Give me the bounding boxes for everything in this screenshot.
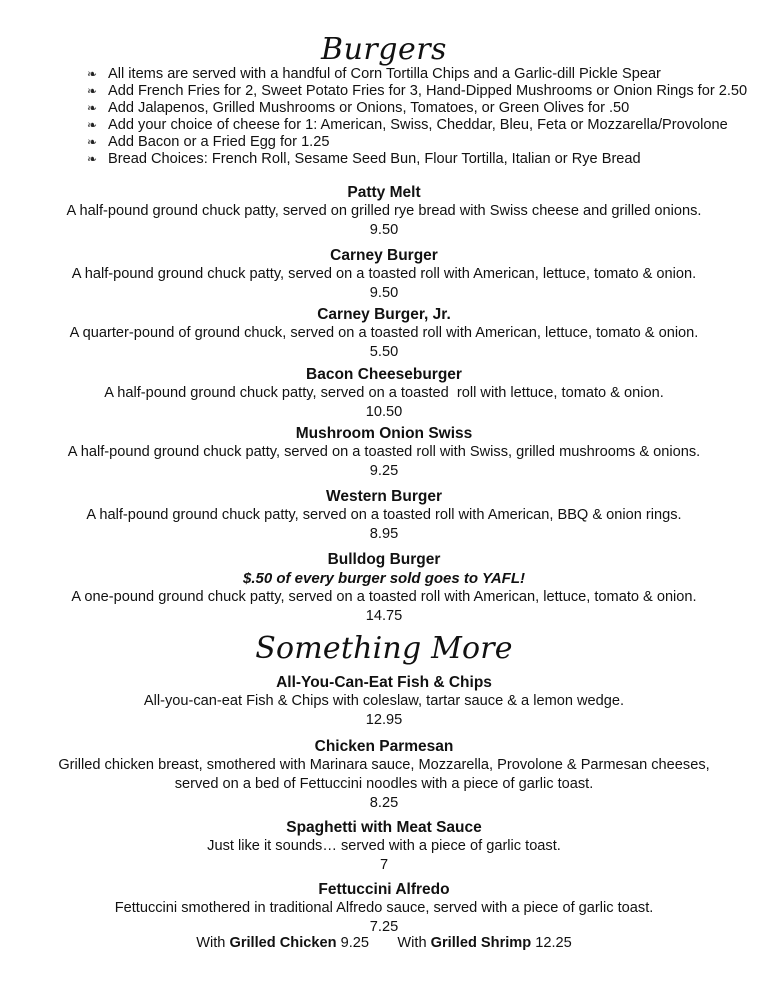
item-price: 9.50 xyxy=(369,285,399,301)
item-name: Carney Burger, Jr. xyxy=(317,306,451,323)
item-description: Grilled chicken breast, smothered with Marinara sauce, Mozzarella, Provolone & Parmesan cheeses, xyxy=(58,757,710,773)
item-price: 8.25 xyxy=(369,795,399,811)
leaf-bullet-icon: ❧ xyxy=(87,152,98,167)
item-price: 12.95 xyxy=(365,712,403,728)
something-more-section-title: Something More xyxy=(255,631,513,666)
add-on-spacer xyxy=(369,935,397,951)
burgers-section-title: Burgers xyxy=(321,32,447,67)
item-price: 9.25 xyxy=(369,463,399,479)
add-on-grilled-chicken-label: Grilled Chicken xyxy=(229,935,337,951)
item-description-line-2: served on a bed of Fettuccini noodles with a piece of garlic toast. xyxy=(174,776,594,792)
item-description: A half-pound ground chuck patty, served on a toasted roll with Swiss, grilled mushrooms & onions. xyxy=(67,444,701,460)
menu-item-bulldog-burger xyxy=(0,550,768,626)
list-item: ❧ All items are served with a handful of Corn Tortilla Chips and a Garlic-dill Pickle Spear xyxy=(87,66,661,82)
item-name: Fettuccini Alfredo xyxy=(318,881,450,898)
item-name: Western Burger xyxy=(326,488,442,505)
menu-item-spaghetti-meat-sauce xyxy=(0,818,768,875)
item-description: All-you-can-eat Fish & Chips with coleslaw, tartar sauce & a lemon wedge. xyxy=(143,693,625,709)
menu-item-carney-burger-jr xyxy=(0,305,768,362)
leaf-bullet-icon: ❧ xyxy=(87,84,98,99)
add-on-grilled-chicken-price: 9.25 xyxy=(336,935,369,951)
item-price: 7.25 xyxy=(369,919,399,935)
item-description: A one-pound ground chuck patty, served on a toasted roll with American, lettuce, tomato & onion. xyxy=(71,589,697,605)
leaf-bullet-icon: ❧ xyxy=(87,101,98,116)
item-name: Carney Burger xyxy=(330,247,438,264)
item-description: A half-pound ground chuck patty, served on a toasted roll with lettuce, tomato & onion. xyxy=(104,385,664,401)
menu-item-mushroom-onion-swiss xyxy=(0,424,768,481)
item-name: Spaghetti with Meat Sauce xyxy=(286,819,482,836)
item-price: 5.50 xyxy=(369,344,399,360)
leaf-bullet-icon: ❧ xyxy=(87,118,98,133)
list-item: ❧ Bread Choices: French Roll, Sesame Seed Bun, Flour Tortilla, Italian or Rye Bread xyxy=(87,151,641,168)
item-name: Bacon Cheeseburger xyxy=(306,366,462,383)
item-description: A half-pound ground chuck patty, served on grilled rye bread with Swiss cheese and grilled onions. xyxy=(66,203,702,219)
menu-item-western-burger xyxy=(0,487,768,544)
item-price: 9.50 xyxy=(369,222,399,238)
item-name: Bulldog Burger xyxy=(327,551,441,568)
item-name: Mushroom Onion Swiss xyxy=(295,425,473,442)
item-description: A half-pound ground chuck patty, served on a toasted roll with American, BBQ & onion rings. xyxy=(86,507,682,523)
item-price: 7 xyxy=(379,857,389,873)
item-charity-note: $.50 of every burger sold goes to YAFL! xyxy=(242,570,525,587)
leaf-bullet-icon: ❧ xyxy=(87,67,98,81)
item-name: Chicken Parmesan xyxy=(314,738,454,755)
list-item: ❧ Add Bacon or a Fried Egg for 1.25 xyxy=(87,134,330,151)
alfredo-add-ons xyxy=(0,934,768,953)
item-description: Just like it sounds… served with a piece of garlic toast. xyxy=(207,838,561,854)
menu-item-carney-burger xyxy=(0,246,768,303)
menu-item-fettuccini-alfredo xyxy=(0,880,768,937)
add-on-grilled-shrimp-label: Grilled Shrimp xyxy=(430,935,532,951)
leaf-bullet-icon: ❧ xyxy=(87,135,98,150)
item-name: Patty Melt xyxy=(347,184,421,201)
add-on-grilled-shrimp-price: 12.25 xyxy=(531,935,572,951)
item-description: A quarter-pound of ground chuck, served on a toasted roll with American, lettuce, tomato & onion. xyxy=(69,325,699,341)
burger-options-list xyxy=(87,66,757,169)
menu-item-patty-melt xyxy=(0,183,768,240)
item-price: 10.50 xyxy=(365,404,403,420)
item-price: 8.95 xyxy=(369,526,399,542)
add-on-prefix: With xyxy=(196,935,230,951)
menu-item-bacon-cheeseburger xyxy=(0,365,768,422)
item-description: Fettuccini smothered in traditional Alfredo sauce, served with a piece of garlic toast. xyxy=(114,900,654,916)
menu-item-chicken-parmesan xyxy=(0,737,768,813)
list-item: ❧ Add French Fries for 2, Sweet Potato Fries for 3, Hand-Dipped Mushrooms or Onion Rings for 2.50 xyxy=(87,83,748,100)
list-item: ❧ Add Jalapenos, Grilled Mushrooms or Onions, Tomatoes, or Green Olives for .50 xyxy=(87,100,630,117)
item-description: A half-pound ground chuck patty, served on a toasted roll with American, lettuce, tomato & onion. xyxy=(71,266,697,282)
add-on-prefix: With xyxy=(397,935,431,951)
item-name: All-You-Can-Eat Fish & Chips xyxy=(276,674,492,691)
list-item: ❧ Add your choice of cheese for 1: American, Swiss, Cheddar, Bleu, Feta or Mozzarella/Provolone xyxy=(87,117,728,134)
item-price: 14.75 xyxy=(365,608,403,624)
menu-item-fish-and-chips xyxy=(0,673,768,730)
